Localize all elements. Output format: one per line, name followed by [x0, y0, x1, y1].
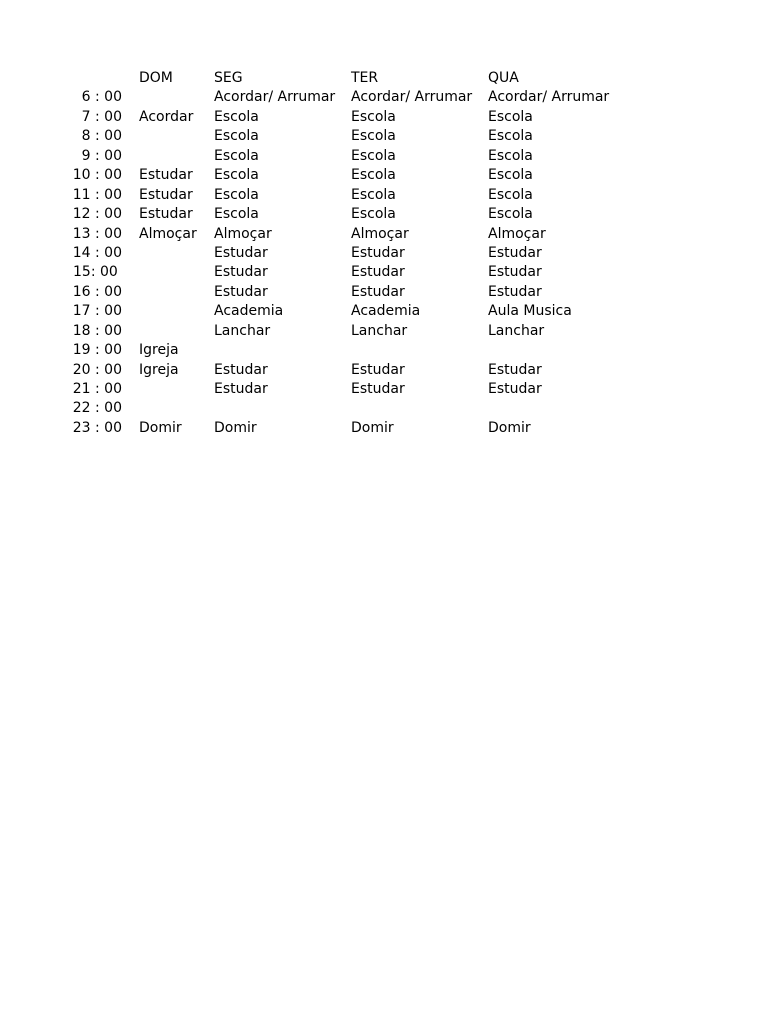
cell-qua: Lanchar [488, 322, 545, 339]
cell-time: 9 : 00 [81, 147, 122, 164]
cell-qua: Domir [488, 419, 531, 436]
header-ter: TER [351, 70, 379, 86]
cell-seg: Escola [214, 128, 259, 145]
cell-dom: Igreja [139, 342, 179, 359]
cell-ter: Acordar/ Arrumar [351, 89, 473, 106]
cell-time: 23 : 00 [72, 419, 122, 436]
cell-ter: Estudar [351, 283, 405, 300]
cell-qua: Almoçar [488, 225, 546, 242]
header-dom: DOM [139, 70, 173, 86]
cell-seg: Escola [214, 108, 259, 125]
cell-ter: Almoçar [351, 225, 409, 242]
cell-seg: Acordar/ Arrumar [214, 89, 336, 106]
cell-time: 22 : 00 [72, 400, 122, 417]
cell-qua: Escola [488, 186, 533, 203]
cell-time: 21 : 00 [72, 381, 122, 397]
cell-seg: Academia [214, 303, 284, 320]
cell-ter: Escola [351, 206, 396, 223]
cell-time: 20 : 00 [72, 361, 122, 378]
cell-qua: Estudar [488, 361, 542, 378]
cell-dom: Acordar [139, 108, 194, 125]
cell-seg: Escola [214, 186, 259, 203]
cell-seg: Estudar [214, 381, 268, 397]
cell-time: 8 : 00 [81, 128, 122, 145]
cell-seg: Almoçar [214, 225, 272, 242]
cell-dom: Estudar [139, 167, 193, 184]
cell-ter: Estudar [351, 381, 405, 397]
cell-time: 15: 00 [73, 264, 118, 281]
cell-ter: Lanchar [351, 322, 408, 339]
cell-time: 7 : 00 [81, 108, 122, 125]
cell-time: 11 : 00 [72, 186, 122, 203]
cell-ter: Domir [351, 419, 394, 436]
cell-seg: Estudar [214, 264, 268, 281]
cell-seg: Escola [214, 206, 259, 223]
cell-ter: Estudar [351, 361, 405, 378]
cell-time: 16 : 00 [72, 283, 122, 300]
cell-qua: Acordar/ Arrumar [488, 89, 610, 106]
cell-ter: Estudar [351, 264, 405, 281]
cell-time: 12 : 00 [72, 206, 122, 223]
cell-qua: Escola [488, 147, 533, 164]
cell-seg: Escola [214, 167, 259, 184]
cell-qua: Estudar [488, 283, 542, 300]
cell-ter: Escola [351, 128, 396, 145]
cell-dom: Estudar [139, 206, 193, 223]
cell-seg: Escola [214, 147, 259, 164]
cell-qua: Escola [488, 128, 533, 145]
cell-ter: Escola [351, 167, 396, 184]
cell-qua: Estudar [488, 264, 542, 281]
cell-time: 19 : 00 [72, 342, 122, 359]
cell-seg: Lanchar [214, 322, 271, 339]
cell-seg: Estudar [214, 361, 268, 378]
cell-seg: Domir [214, 419, 257, 436]
header-seg: SEG [214, 70, 243, 86]
cell-time: 18 : 00 [72, 322, 122, 339]
cell-time: 13 : 00 [72, 225, 122, 242]
cell-seg: Estudar [214, 244, 268, 261]
cell-seg: Estudar [214, 283, 268, 300]
cell-ter: Escola [351, 108, 396, 125]
cell-time: 14 : 00 [72, 244, 122, 261]
cell-time: 10 : 00 [72, 167, 122, 184]
cell-dom: Domir [139, 419, 182, 436]
cell-qua: Escola [488, 206, 533, 223]
cell-qua: Escola [488, 167, 533, 184]
cell-qua: Aula Musica [488, 303, 572, 320]
cell-dom: Igreja [139, 361, 179, 378]
cell-ter: Estudar [351, 244, 405, 261]
cell-ter: Escola [351, 147, 396, 164]
cell-qua: Escola [488, 108, 533, 125]
cell-dom: Estudar [139, 186, 193, 203]
header-qua: QUA [488, 70, 519, 86]
cell-dom: Almoçar [139, 225, 197, 242]
cell-ter: Academia [351, 303, 421, 320]
cell-qua: Estudar [488, 381, 542, 397]
cell-time: 6 : 00 [81, 89, 122, 106]
cell-qua: Estudar [488, 244, 542, 261]
cell-ter: Escola [351, 186, 396, 203]
cell-time: 17 : 00 [72, 303, 122, 320]
